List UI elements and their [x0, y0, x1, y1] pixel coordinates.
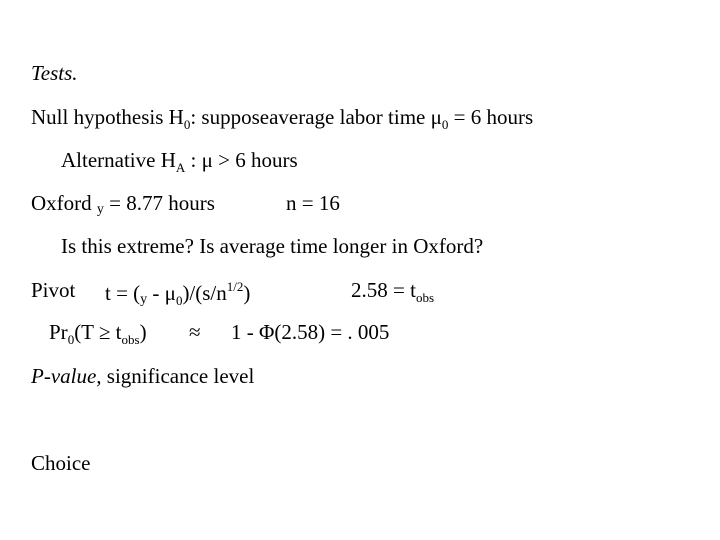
observed-statistic [351, 280, 434, 304]
alternative-text-2: : μ > 6 hours [185, 148, 298, 172]
null-hypothesis-text-2: : supposeaverage labor time [190, 105, 431, 129]
prob-tobs-subscript: obs [121, 332, 140, 347]
pivot-mu0-subscript: 0 [175, 293, 183, 308]
pivot-minus-mu: - μ [147, 281, 176, 305]
pivot-y-bar: y [140, 292, 148, 307]
tobs-subscript: obs [415, 290, 434, 305]
pr-close: ) [139, 320, 147, 344]
pivot-exponent: 1/2 [226, 279, 244, 294]
alternative-text: Alternative H [61, 148, 176, 172]
pivot-divisor: )/(s/n [182, 281, 227, 305]
significance-level: significance level [101, 364, 255, 388]
pr-text: Pr [49, 320, 68, 344]
null-hypothesis-line [31, 107, 533, 131]
pvalue-line [31, 366, 254, 387]
oxford-line [31, 193, 215, 217]
pr-open: (T ≥ t [74, 320, 122, 344]
pivot-label: Pivot [31, 278, 76, 302]
alternative-hypothesis-line [61, 150, 298, 174]
null-hypothesis-text-3: = 6 hours [448, 105, 534, 129]
h0-subscript: 0 [183, 117, 191, 132]
pvalue-label: P-value, [31, 364, 102, 388]
mu0-subscript: 0 [441, 117, 449, 132]
observed-value: 2.58 = t [351, 278, 416, 302]
choice-label: Choice [31, 451, 91, 475]
approx-symbol: ≈ [189, 320, 201, 344]
pivot-close: ) [243, 281, 251, 305]
null-hypothesis-text: Null hypothesis H [31, 105, 184, 129]
y-bar-symbol: y [96, 202, 104, 217]
slide-title: Tests. [31, 61, 78, 85]
probability-value: 1 - Φ(2.58) = . 005 [231, 320, 390, 344]
sample-size: n = 16 [286, 191, 340, 215]
question-line: Is this extreme? Is average time longer in Oxford? [61, 234, 484, 258]
probability-line [49, 322, 147, 346]
pr0-subscript: 0 [67, 332, 75, 347]
pivot-t-start: t = ( [105, 281, 141, 305]
mu-symbol: μ [430, 105, 442, 129]
pivot-formula [105, 280, 250, 307]
ha-subscript: A [175, 160, 186, 175]
oxford-label: Oxford [31, 191, 97, 215]
oxford-mean: = 8.77 hours [103, 191, 215, 215]
